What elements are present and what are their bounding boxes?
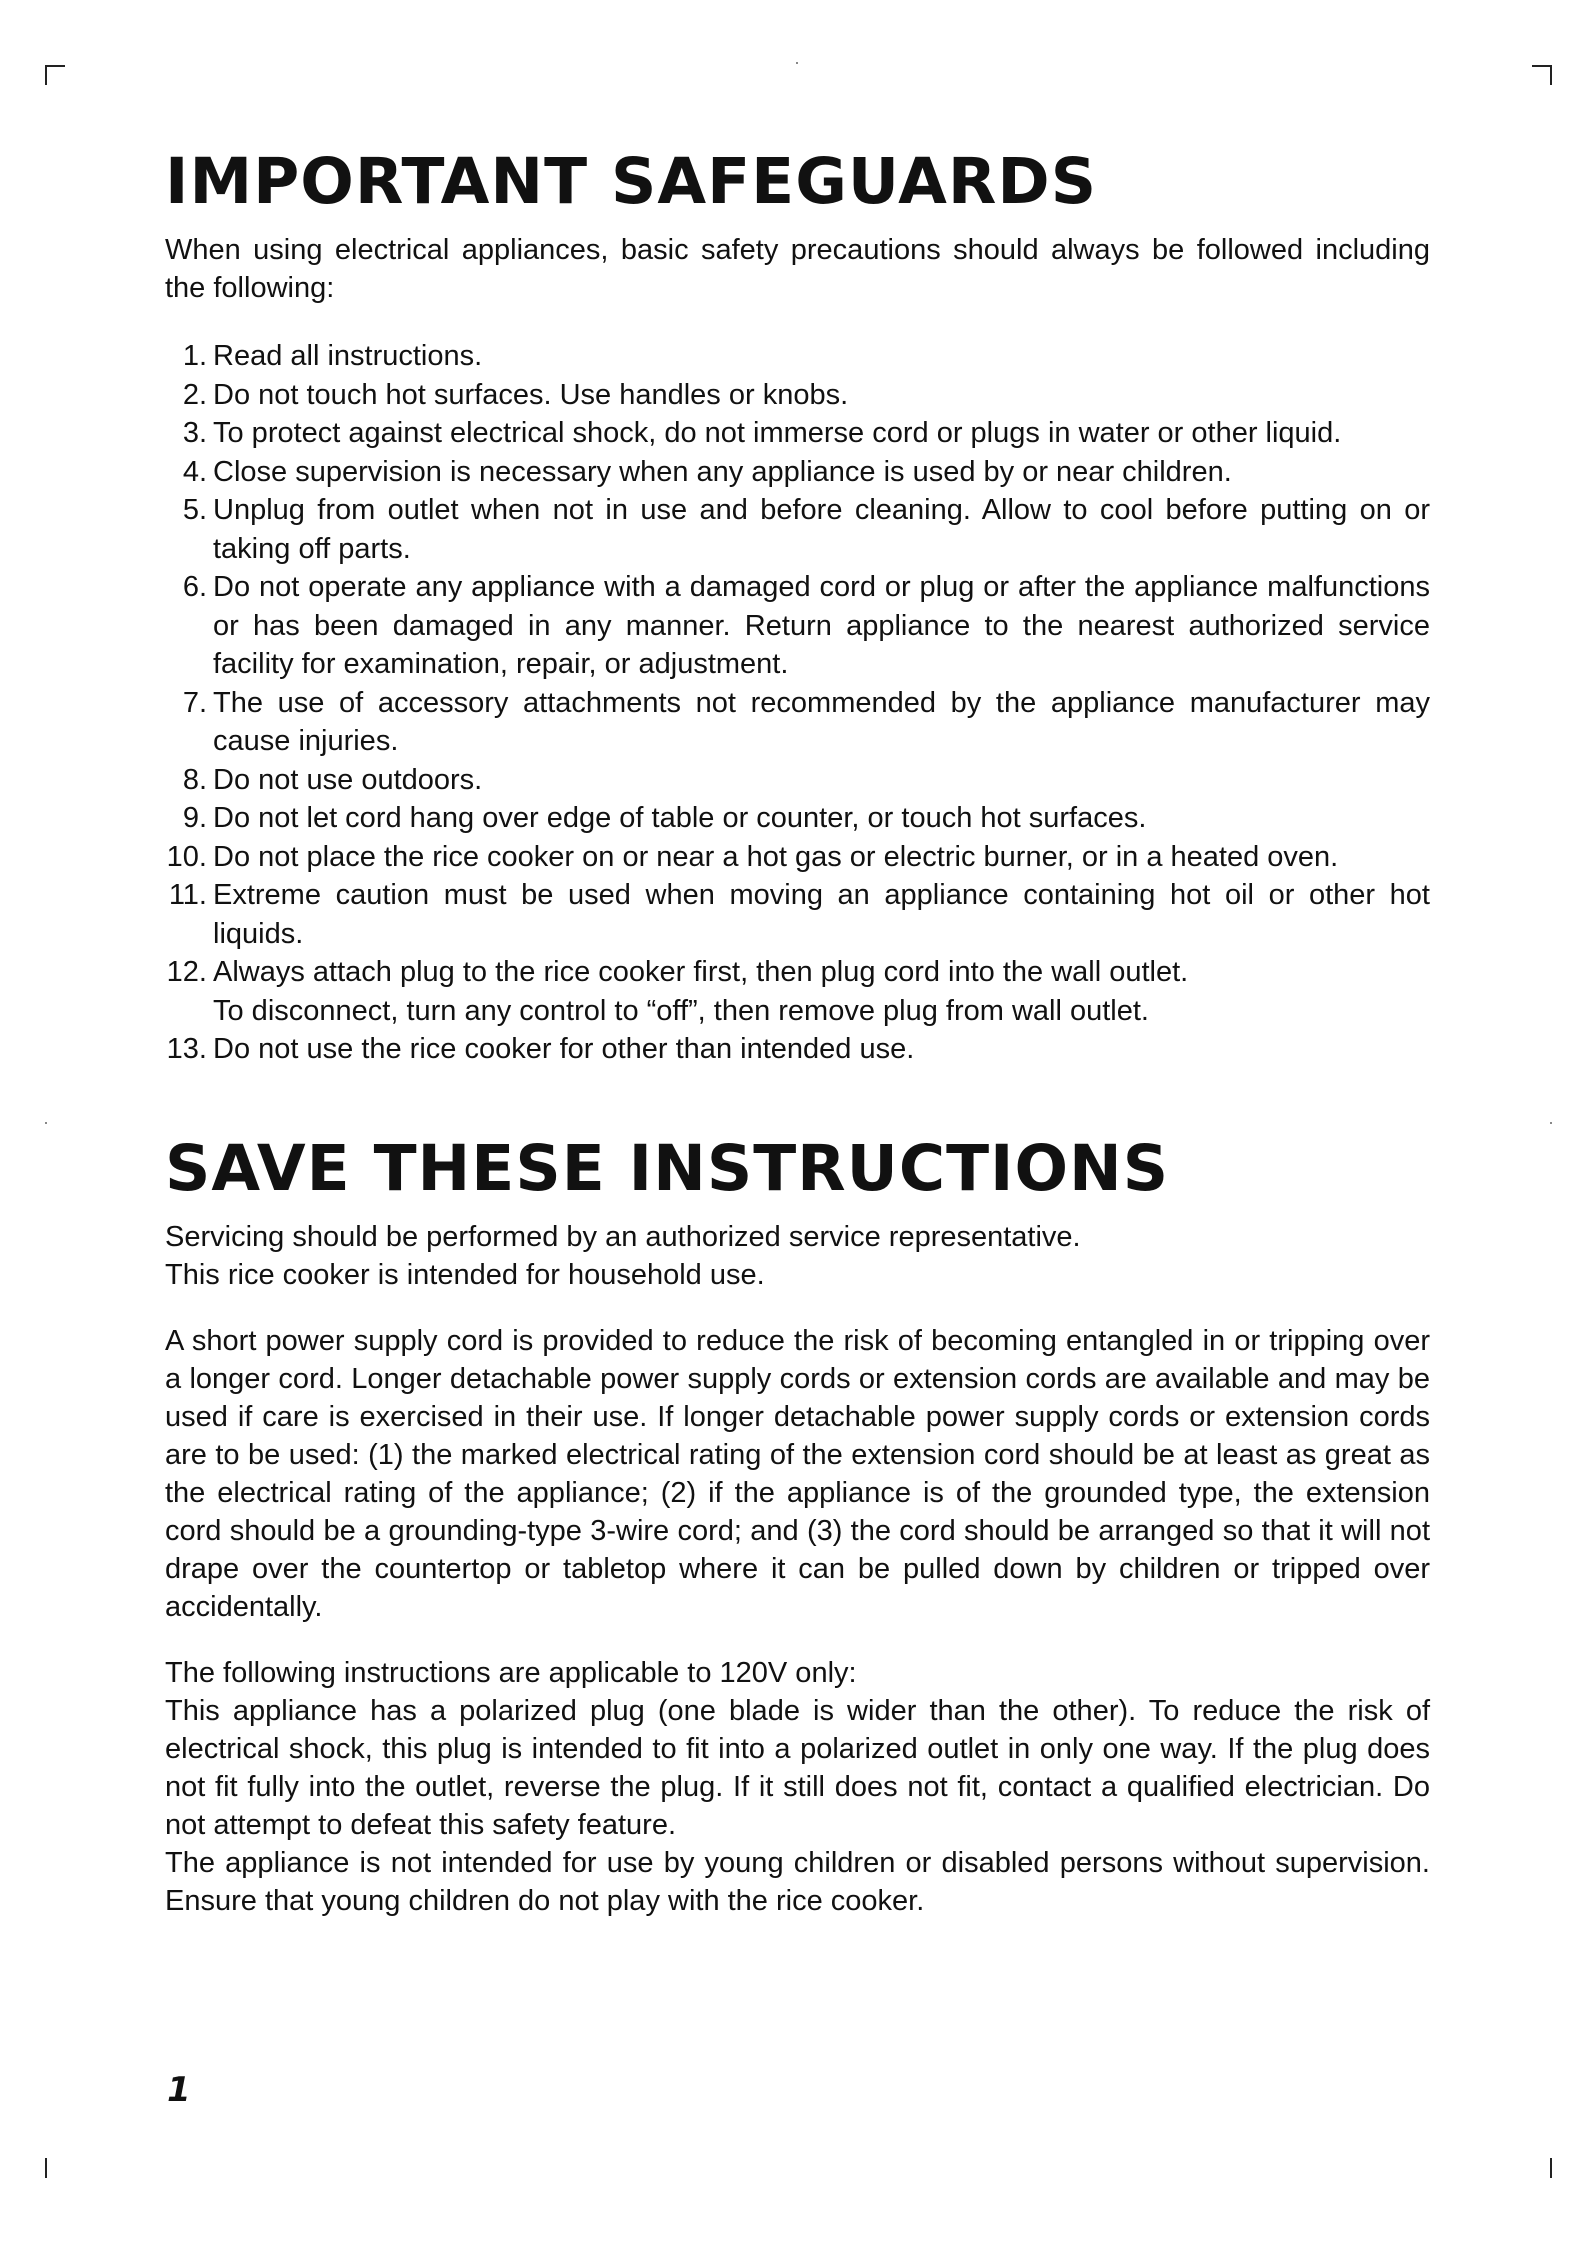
item-number: 11. — [168, 879, 207, 911]
item-text: Unplug from outlet when not in use and before cleaning. Allow to cool before putting on or taking off parts. — [213, 494, 1430, 565]
safeguard-item — [165, 337, 1430, 376]
item-number: 6. — [182, 571, 207, 603]
item-number: 5. — [182, 494, 207, 526]
safeguard-item — [165, 568, 1430, 684]
item-number: 10. — [166, 840, 207, 873]
item-number: 4. — [182, 455, 207, 488]
item-text: To protect against electrical shock, do not immerse cord or plugs in water or other liquid. — [213, 417, 1342, 449]
safeguard-item — [165, 684, 1430, 761]
item-number: 8. — [182, 763, 207, 796]
center-dot-top — [796, 62, 798, 64]
center-dot-left — [45, 1122, 47, 1124]
crop-mark-top-left-horizontal — [45, 65, 65, 67]
voltage-note: The following instructions are applicable to 120V only: — [165, 1656, 857, 1689]
item-text: Do not let cord hang over edge of table or counter, or touch hot surfaces. — [213, 802, 1147, 834]
polarized-plug-paragraph: This appliance has a polarized plug (one blade is wider than the other). To reduce the risk of electrical shock, this plug is intended to fit into a polarized outlet in only one way. If the plug does not fit fully into the outlet, reverse the plug. If it still does not fit, contact a qualified electrician. Do not attempt to defeat this safety feature. — [165, 1694, 1430, 1841]
item-text: Do not operate any appliance with a damaged cord or plug or after the appliance malfunctions or has been damaged in any manner. Return appliance to the nearest authorized service facility for examination, repair, or adjustment. — [213, 571, 1430, 680]
page-content — [165, 145, 1430, 1920]
safeguard-item — [165, 414, 1430, 453]
item-text: Do not touch hot surfaces. Use handles or knobs. — [213, 378, 849, 411]
item-text: Do not use the rice cooker for other than intended use. — [213, 1033, 915, 1065]
safeguard-item — [165, 799, 1430, 838]
item-number: 13. — [166, 1033, 207, 1065]
crop-mark-top-right-horizontal — [1532, 65, 1552, 67]
servicing-line: Servicing should be performed by an authorized service representative. — [165, 1220, 1081, 1253]
item-text: Do not use outdoors. — [213, 763, 483, 796]
center-dot-right — [1550, 1122, 1552, 1124]
safeguard-item — [165, 761, 1430, 800]
children-supervision-paragraph: The appliance is not intended for use by young children or disabled persons without supervision. Ensure that young children do not play with the rice cooker. — [165, 1846, 1430, 1917]
item-text: Close supervision is necessary when any appliance is used by or near children. — [213, 455, 1232, 488]
crop-mark-top-right-vertical — [1550, 65, 1552, 85]
item-text: The use of accessory attachments not recommended by the appliance manufacturer may cause injuries. — [213, 686, 1430, 757]
safeguard-item — [165, 876, 1430, 953]
intro-paragraph: When using electrical appliances, basic safety precautions should always be followed including the following: — [165, 234, 1430, 304]
crop-mark-bottom-right — [1550, 2158, 1552, 2178]
item-number: 3. — [182, 417, 207, 449]
household-use-line: This rice cooker is intended for household use. — [165, 1258, 765, 1291]
item-number: 2. — [182, 378, 207, 411]
heading-save-these-instructions: SAVE THESE INSTRUCTIONS — [165, 1131, 1170, 1205]
item-text: Always attach plug to the rice cooker first, then plug cord into the wall outlet. — [213, 956, 1189, 988]
page-number: 1 — [167, 2070, 191, 2110]
item-number: 1. — [182, 340, 207, 372]
item-text: Do not place the rice cooker on or near a hot gas or electric burner, or in a heated oven. — [213, 840, 1339, 873]
crop-mark-top-left-vertical — [45, 65, 47, 85]
safeguard-item — [165, 838, 1430, 877]
item-text: Extreme caution must be used when moving an appliance containing hot oil or other hot liquids. — [213, 879, 1430, 950]
item-text-continuation: To disconnect, turn any control to “off”, then remove plug from wall outlet. — [213, 994, 1149, 1027]
item-text: Read all instructions. — [213, 340, 483, 372]
item-number: 12. — [166, 956, 207, 988]
safeguard-item — [165, 453, 1430, 492]
heading-important-safeguards: IMPORTANT SAFEGUARDS — [165, 145, 1098, 218]
safeguard-item — [165, 376, 1430, 415]
safeguard-item — [165, 953, 1430, 1030]
safeguard-item — [165, 1030, 1430, 1069]
safeguards-list — [165, 337, 1430, 1069]
power-cord-paragraph: A short power supply cord is provided to reduce the risk of becoming entangled in or tripping over a longer cord. Longer detachable power supply cords or extension cords are available and may be used if care is exercised in their use. If longer detachable power supply cords or extension cords are to be used: (1) the marked electrical rating of the extension cord should be at least as great as the electrical rating of the appliance; (2) if the appliance is of the grounded type, the extension cord should be a grounding-type 3-wire cord; and (3) the cord should be arranged so that it will not drape over the countertop or tabletop where it can be pulled down by children or tripped over accidentally. — [165, 1324, 1430, 1623]
crop-mark-bottom-left — [45, 2158, 47, 2178]
safeguard-item — [165, 491, 1430, 568]
item-number: 9. — [182, 802, 207, 834]
item-number: 7. — [182, 686, 207, 719]
